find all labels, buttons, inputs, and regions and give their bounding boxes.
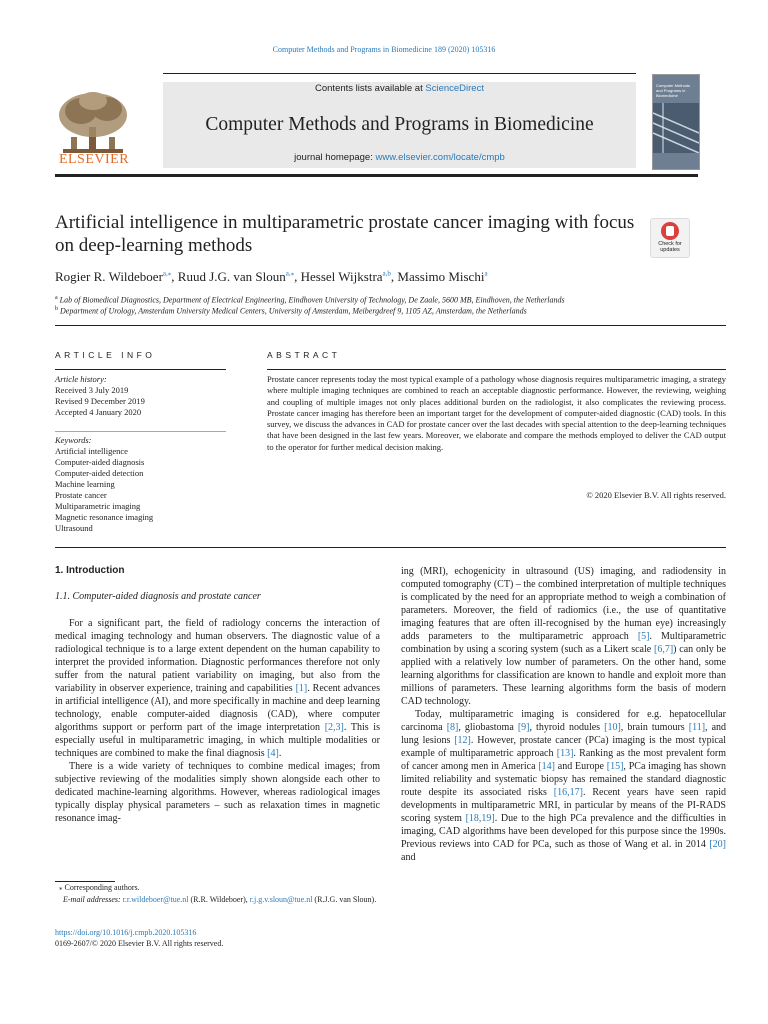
paragraph-text: ) can only be applied with a relatively low number of parameters. On the other hand, some learning algorithms for classification are known to handle and exploit more than millions of parameters. These learning algorithms form the basis of modern CAD technology. xyxy=(401,644,726,707)
citation-link[interactable]: [5] xyxy=(637,631,650,642)
abstract-copyright: © 2020 Elsevier B.V. All rights reserved. xyxy=(586,490,726,500)
check-updates-label: Check for updates xyxy=(658,241,682,253)
body-paragraph xyxy=(401,565,726,708)
author-name[interactable]: Ruud J.G. van Sloun xyxy=(177,269,286,284)
keyword: Computer-aided diagnosis xyxy=(55,457,145,467)
keyword: Magnetic resonance imaging xyxy=(55,512,154,522)
citation-link[interactable]: [16,17] xyxy=(553,787,583,798)
paragraph-text: and Europe xyxy=(555,761,607,772)
history-accepted: Accepted 4 January 2020 xyxy=(55,407,142,417)
email-note: E-mail addresses: r.r.wildeboer@tue.nl (R.R. Wildeboer), r.j.g.v.sloun@tue.nl (R.J.G. van Sloun). xyxy=(63,895,377,904)
body-paragraph xyxy=(55,617,380,760)
issn-line: 0169-2607/© 2020 Elsevier B.V. All rights reserved. xyxy=(55,939,224,948)
author-affiliation-marker[interactable]: a,⁎ xyxy=(162,269,172,278)
keywords-rule xyxy=(55,431,226,432)
paragraph-text: ing (MRI), echogenicity in ultrasound (US) imaging, and radiodensity in computed tomography (CT) – the combined interpretation of multiple techniques is complicated by the need for an appropriate method to weigh a combination of parameters. Moreover, the field of radiomics (i.e., the use of quantitative imaging features that are often ill-recognised by the human eye) increasingly adds parameters to the multiparametric approach xyxy=(401,566,726,642)
author-name[interactable]: Rogier R. Wildeboer xyxy=(55,269,163,284)
journal-cover-image xyxy=(652,74,700,170)
title-rule xyxy=(55,325,726,326)
keyword: Machine learning xyxy=(55,479,115,489)
author-list: Rogier R. Wildeboer$^{a,⁎}$, Ruud J.G. van Sloun$^{a,⁎}$, Hessel Wijkstra$^{a,b}$, Massimo Mischi$^a$ xyxy=(55,269,488,284)
paragraph-text: , PCa imaging has shown limited reliability and systematic biopsy has remained the standard diagnostic route despite its associated risks xyxy=(401,761,727,798)
journal-citation[interactable]: Computer Methods and Programs in Biomedicine 189 (2020) 105316 xyxy=(272,45,496,54)
paragraph-text: For a significant part, the field of radiology concerns the interaction of medical imaging technology and human observers. The diagnostic value of a radiological technique is to a large extent dependent on the human capability to interpret the provided information. Diagnostic performances therefore not only suffer from the natural patient variability on imaging, but also from the variability in observer experience, training and capabilities xyxy=(55,618,380,694)
homepage-line xyxy=(163,152,636,163)
citation-link[interactable]: [20] xyxy=(709,839,726,850)
citation-link[interactable]: [12] xyxy=(454,735,471,746)
paragraph-text: , and lung lesions xyxy=(401,722,727,746)
body-rule xyxy=(55,547,726,548)
journal-homepage-link[interactable]: www.elsevier.com/locate/cmpb xyxy=(375,152,505,163)
history-label: Article history: xyxy=(55,374,107,384)
article-history xyxy=(55,374,225,418)
paragraph-text: . Multiparametric combination by using a scoring system (such as a Likert scale xyxy=(401,631,726,655)
citation-link[interactable]: [11] xyxy=(688,722,706,733)
cover-graphic xyxy=(653,103,699,153)
article-info-rule xyxy=(55,369,226,370)
email-link[interactable]: r.j.g.v.sloun@tue.nl xyxy=(249,895,313,904)
top-rule xyxy=(163,73,636,74)
contents-line xyxy=(163,83,636,94)
header-rule xyxy=(55,174,698,177)
footnotes xyxy=(55,882,380,905)
article-info-heading: ARTICLE INFO xyxy=(55,350,156,360)
paragraph-text: . However, prostate cancer (PCa) imaging is the most typical example of multiparametric approach xyxy=(401,735,726,759)
subsection-heading: 1.1. Computer-aided diagnosis and prostate cancer xyxy=(55,591,261,602)
sciencedirect-link[interactable]: ScienceDirect xyxy=(425,83,484,94)
abstract-text: Prostate cancer represents today the most typical example of a pathology whose diagnosis requires multiparametric imaging, a strategy where multiple imaging techniques are combined to reach an acceptable diagnostic performance. However, the reviewing, weighing and coupling of multiple images not only places additional burden on the radiologist, it also complicates the reviewing process. Prostate cancer imaging has therefore been an important target for the development of computer-aided diagnostic (CAD) tools. In this survey, we discuss the advances in CAD for prostate cancer over the last decades with special attention to the deep-learning techniques that have been designed in the last few years. Moreover, we elaborate and compare the methods employed to deliver the CAD output to the operator for further medical decision making. xyxy=(267,374,726,452)
section-heading: 1. Introduction xyxy=(55,565,125,576)
paragraph-text: . xyxy=(278,748,282,759)
citation-link[interactable]: [14] xyxy=(538,761,555,772)
homepage-prefix: journal homepage: xyxy=(294,152,376,163)
author-name[interactable]: Massimo Mischi xyxy=(397,269,485,284)
keyword: Computer-aided detection xyxy=(55,468,144,478)
paragraph-text: , brain tumours xyxy=(620,722,689,733)
check-updates-icon xyxy=(661,222,679,240)
paragraph-text: , gliobastoma xyxy=(458,722,518,733)
keywords-list xyxy=(55,435,225,534)
paragraph-text: . This is especially useful in multiparametric imaging, in which multiple modalities or techniques are combined to make the final diagnosis xyxy=(55,722,380,759)
citation-link[interactable]: [18,19] xyxy=(465,813,495,824)
corresponding-author-note: ⁎ Corresponding authors. xyxy=(59,883,140,892)
body-column-left xyxy=(55,617,380,825)
paragraph-text: . Due to the high PCa prevalence and the difficulties in imaging, CAD algorithms have been developed for this purpose since the 1990s. Previous reviews into CAD for PCa, such as those of Wang et al. in 2014 xyxy=(401,813,726,850)
citation-link[interactable]: [1] xyxy=(295,683,308,694)
history-revised: Revised 9 December 2019 xyxy=(55,396,145,406)
history-received: Received 3 July 2019 xyxy=(55,385,129,395)
paragraph-text: , thyroid nodules xyxy=(529,722,605,733)
citation-link[interactable]: [8] xyxy=(446,722,459,733)
elsevier-wordmark: ELSEVIER xyxy=(58,152,130,167)
citation-link[interactable]: [15] xyxy=(606,761,624,772)
abstract-rule xyxy=(267,369,726,370)
keywords-label: Keywords: xyxy=(55,435,92,445)
contents-prefix: Contents lists available at xyxy=(315,83,426,94)
body-paragraph xyxy=(55,760,380,825)
affiliation-a: $^a$ Lab of Biomedical Diagnostics, Department of Electrical Engineering, Eindhoven University of Technology, De Zaale, 5600 MB, Eindhoven, the Netherlands xyxy=(55,295,565,305)
paragraph-text: Today, multiparametric imaging is considered for e.g. hepatocellular carcinoma xyxy=(401,709,726,733)
paragraph-text: There is a wide variety of techniques to combine medical images; from subjective reviewing of the modalities simply shown alongside each other to dedicated machine-learning algorithms. However, whereas radiological images typically display physical parameters – such as relaxation times in magnetic resonance imag- xyxy=(55,761,380,824)
article-title: Artificial intelligence in multiparametric prostate cancer imaging with focus on deep-learning methods xyxy=(55,212,635,256)
doi-link[interactable]: https://doi.org/10.1016/j.cmpb.2020.105316 xyxy=(55,928,197,937)
body-paragraph xyxy=(401,708,726,864)
check-for-updates-button[interactable] xyxy=(650,218,690,258)
keyword: Artificial intelligence xyxy=(55,446,128,456)
paragraph-text: . Ranking as the most prevalent form of cancer among men in America xyxy=(401,748,726,772)
paragraph-text: and xyxy=(401,852,416,863)
affiliation-b: $^b$ Department of Urology, Amsterdam University Medical Centers, University of Amsterdam, Meibergdreef 9, 1105 AZ, Amsterdam, the Netherlands xyxy=(55,306,527,316)
citation-link[interactable]: [2,3] xyxy=(324,722,344,733)
keyword: Ultrasound xyxy=(55,523,93,533)
asterisk-icon: ⁎ xyxy=(59,884,63,892)
paragraph-text: . Recent advances in artificial intelligence (AI), and more specifically in machine and deep learning technology, enable computer-aided diagnosis (CAD), where computer algorithms support or perform part of the image interpretation xyxy=(55,683,380,733)
keyword: Multiparametric imaging xyxy=(55,501,141,511)
citation-link[interactable]: [13] xyxy=(556,748,574,759)
author-name[interactable]: Hessel Wijkstra xyxy=(300,269,383,284)
citation-link[interactable]: [6,7] xyxy=(653,644,674,655)
paragraph-text: . Recent years have seen rapid developments in multiparametric MRI, in particular by means of the PI-RADS scoring system xyxy=(401,787,727,824)
email-link[interactable]: r.r.wildeboer@tue.nl xyxy=(122,895,189,904)
body-column-right xyxy=(401,565,726,864)
cover-title: Computer Methods and Programs in Biomedicine xyxy=(656,83,691,98)
doi-block xyxy=(55,927,380,949)
citation-link[interactable]: [10] xyxy=(604,722,621,733)
keyword: Prostate cancer xyxy=(55,490,107,500)
author-affiliation-marker[interactable]: a xyxy=(484,269,488,278)
journal-title: Computer Methods and Programs in Biomedicine xyxy=(205,114,594,135)
author-affiliation-marker[interactable]: a,b xyxy=(382,269,391,278)
author-affiliation-marker[interactable]: a,⁎ xyxy=(285,269,295,278)
abstract-heading: ABSTRACT xyxy=(267,350,341,360)
citation-link[interactable]: [9] xyxy=(517,722,530,733)
citation-link[interactable]: [4] xyxy=(267,748,279,759)
